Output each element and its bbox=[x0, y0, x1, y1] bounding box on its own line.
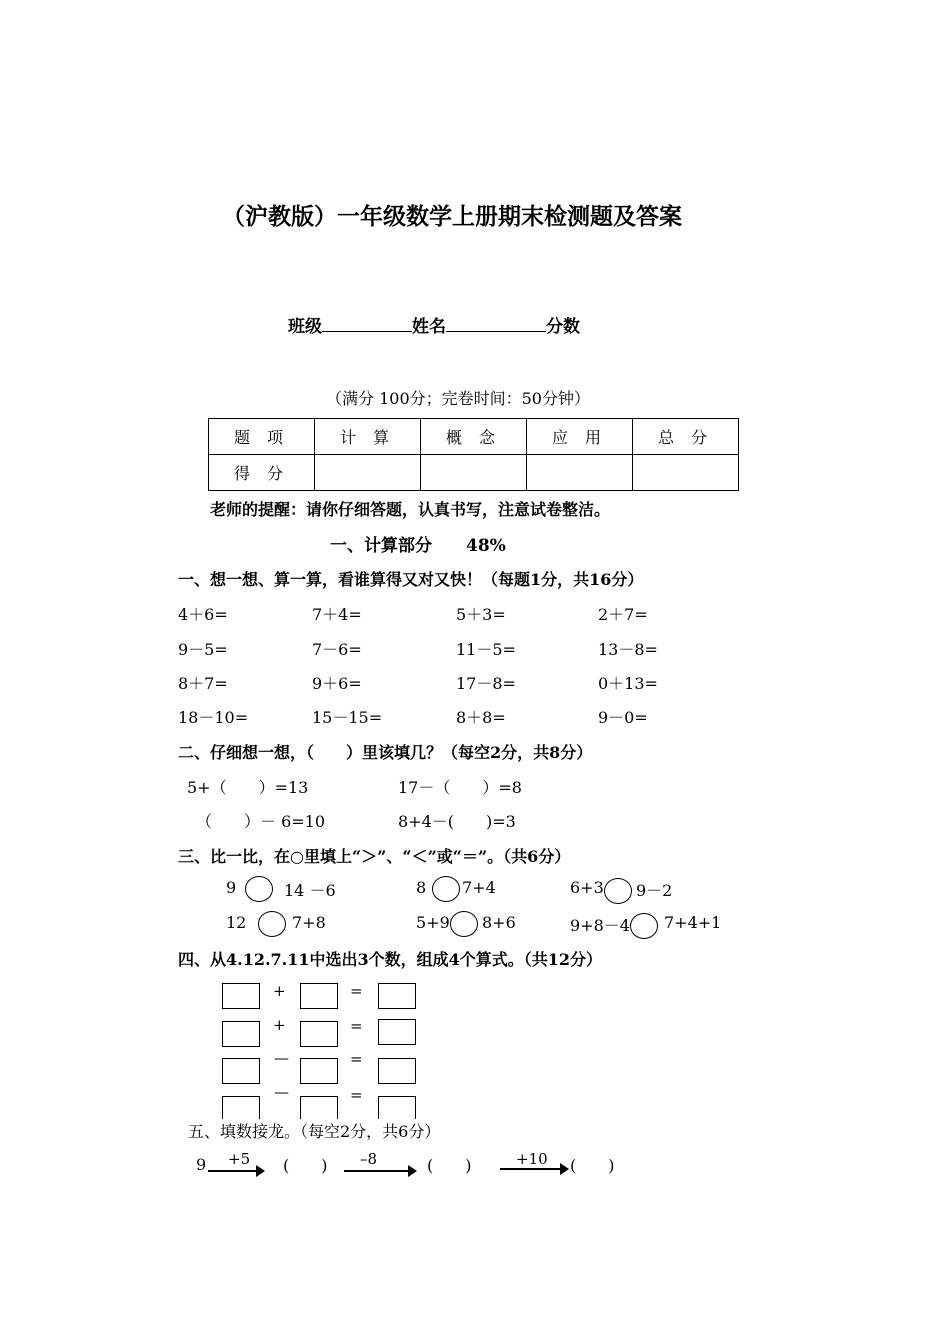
arrow-right-icon bbox=[500, 1168, 562, 1170]
score-table-header: 应 用 bbox=[527, 419, 633, 455]
q1-item: 0＋13= bbox=[598, 674, 658, 693]
name-label: 姓名 bbox=[412, 317, 446, 337]
q4-operator: + bbox=[273, 1016, 286, 1034]
q1-item: 7－6= bbox=[312, 640, 362, 659]
compare-circle[interactable] bbox=[604, 878, 632, 904]
chain-blank[interactable]: ( ) bbox=[427, 1156, 472, 1175]
exam-note: （满分 100分；完卷时间：50分钟） bbox=[326, 389, 590, 408]
q1-item: 4＋6= bbox=[178, 605, 228, 624]
compare-circle[interactable] bbox=[245, 876, 273, 902]
arrow-right-icon bbox=[208, 1170, 258, 1172]
score-table-score-row bbox=[209, 455, 739, 491]
answer-box[interactable] bbox=[222, 1058, 260, 1084]
arrow-right-icon bbox=[344, 1170, 410, 1172]
q1-item: 7＋4= bbox=[312, 605, 362, 624]
q1-item: 9－0= bbox=[598, 708, 648, 727]
teacher-reminder: 老师的提醒：请你仔细答题，认真书写，注意试卷整洁。 bbox=[210, 500, 611, 519]
q1-item: 2＋7= bbox=[598, 605, 648, 624]
q3-right: 9－2 bbox=[636, 881, 673, 900]
q4-equals: = bbox=[350, 1050, 363, 1068]
q4-equals: = bbox=[350, 982, 363, 1000]
q3-right: 7+4 bbox=[462, 878, 496, 897]
q4-operator: — bbox=[274, 1083, 289, 1101]
q4-operator: + bbox=[273, 982, 286, 1000]
compare-circle[interactable] bbox=[258, 911, 286, 937]
chain-step-label: +5 bbox=[228, 1150, 251, 1168]
class-blank[interactable] bbox=[322, 313, 412, 332]
q1-item: 5＋3= bbox=[456, 605, 506, 624]
compare-circle[interactable] bbox=[630, 913, 658, 939]
q3-left: 8 bbox=[416, 878, 427, 897]
compare-circle[interactable] bbox=[432, 876, 460, 902]
answer-box[interactable] bbox=[222, 983, 260, 1009]
q1-heading: 一、想一想、算一算，看谁算得又对又快！（每题1分，共16分） bbox=[178, 570, 644, 589]
q1-item: 9＋6= bbox=[312, 674, 362, 693]
q4-equals: = bbox=[350, 1086, 363, 1104]
q1-item: 13－8= bbox=[598, 640, 658, 659]
q5-heading: 五、填数接龙。（每空2分，共6分） bbox=[188, 1119, 440, 1142]
chain-blank[interactable]: ( ) bbox=[570, 1156, 615, 1175]
q2-item: 8+4－( )=3 bbox=[398, 812, 516, 831]
q2-item: （ ）－ 6=10 bbox=[196, 812, 326, 831]
score-table-header: 题 项 bbox=[209, 419, 315, 455]
q4-equals: = bbox=[350, 1017, 363, 1035]
q1-item: 11－5= bbox=[456, 640, 516, 659]
page-title: （沪教版）一年级数学上册期末检测题及答案 bbox=[222, 203, 682, 230]
score-cell[interactable] bbox=[421, 455, 527, 491]
chain-start: 9 bbox=[196, 1155, 207, 1174]
answer-box[interactable] bbox=[378, 983, 416, 1009]
answer-box[interactable] bbox=[378, 1019, 416, 1045]
compare-circle[interactable] bbox=[450, 911, 478, 937]
q3-right: 7+4+1 bbox=[664, 913, 722, 932]
score-table-header: 总 分 bbox=[633, 419, 739, 455]
q2-item: 5+（ ）=13 bbox=[187, 778, 309, 797]
score-row-label: 得 分 bbox=[209, 455, 315, 491]
q3-right: 7+8 bbox=[292, 913, 326, 932]
score-table-header: 计 算 bbox=[315, 419, 421, 455]
q4-operator: — bbox=[274, 1049, 289, 1067]
answer-box[interactable] bbox=[300, 983, 338, 1009]
q3-left: 12 bbox=[226, 913, 247, 932]
q1-item: 8＋8= bbox=[456, 708, 506, 727]
q3-left: 6+3 bbox=[570, 878, 604, 897]
q1-item: 15－15= bbox=[312, 708, 383, 727]
q2-heading: 二、仔细想一想，（ ）里该填几？（每空2分，共8分） bbox=[178, 743, 593, 762]
class-label: 班级 bbox=[288, 317, 322, 337]
q4-heading: 四、从4.12.7.11中选出3个数，组成4个算式。（共12分） bbox=[178, 950, 603, 969]
chain-blank[interactable]: ( ) bbox=[283, 1156, 328, 1175]
score-label: 分数 bbox=[546, 317, 580, 337]
name-blank[interactable] bbox=[446, 313, 546, 332]
q1-item: 9－5= bbox=[178, 640, 228, 659]
q2-item: 17－（ ）=8 bbox=[398, 778, 522, 797]
q1-item: 18－10= bbox=[178, 708, 249, 727]
section-heading: 一、计算部分 48% bbox=[330, 536, 506, 556]
score-cell[interactable] bbox=[633, 455, 739, 491]
q3-left: 5+9 bbox=[416, 913, 450, 932]
q1-item: 17－8= bbox=[456, 674, 516, 693]
answer-box[interactable] bbox=[222, 1021, 260, 1047]
answer-box[interactable] bbox=[300, 1021, 338, 1047]
q3-right: 8+6 bbox=[482, 913, 516, 932]
score-table bbox=[208, 418, 739, 491]
score-cell[interactable] bbox=[315, 455, 421, 491]
score-table-header: 概 念 bbox=[421, 419, 527, 455]
student-info-line bbox=[288, 312, 580, 337]
q1-item: 8＋7= bbox=[178, 674, 228, 693]
answer-box[interactable] bbox=[300, 1058, 338, 1084]
q3-left: 9+8－4 bbox=[570, 916, 630, 935]
score-table-header-row bbox=[209, 419, 739, 455]
q3-heading: 三、比一比，在○里填上“＞”、“＜”或“＝”。（共6分） bbox=[178, 847, 571, 866]
chain-step-label: –8 bbox=[360, 1150, 378, 1168]
score-cell[interactable] bbox=[527, 455, 633, 491]
answer-box[interactable] bbox=[378, 1058, 416, 1084]
q3-right: 14 －6 bbox=[284, 881, 336, 900]
chain-step-label: +10 bbox=[516, 1150, 548, 1168]
q3-left: 9 bbox=[226, 878, 237, 897]
